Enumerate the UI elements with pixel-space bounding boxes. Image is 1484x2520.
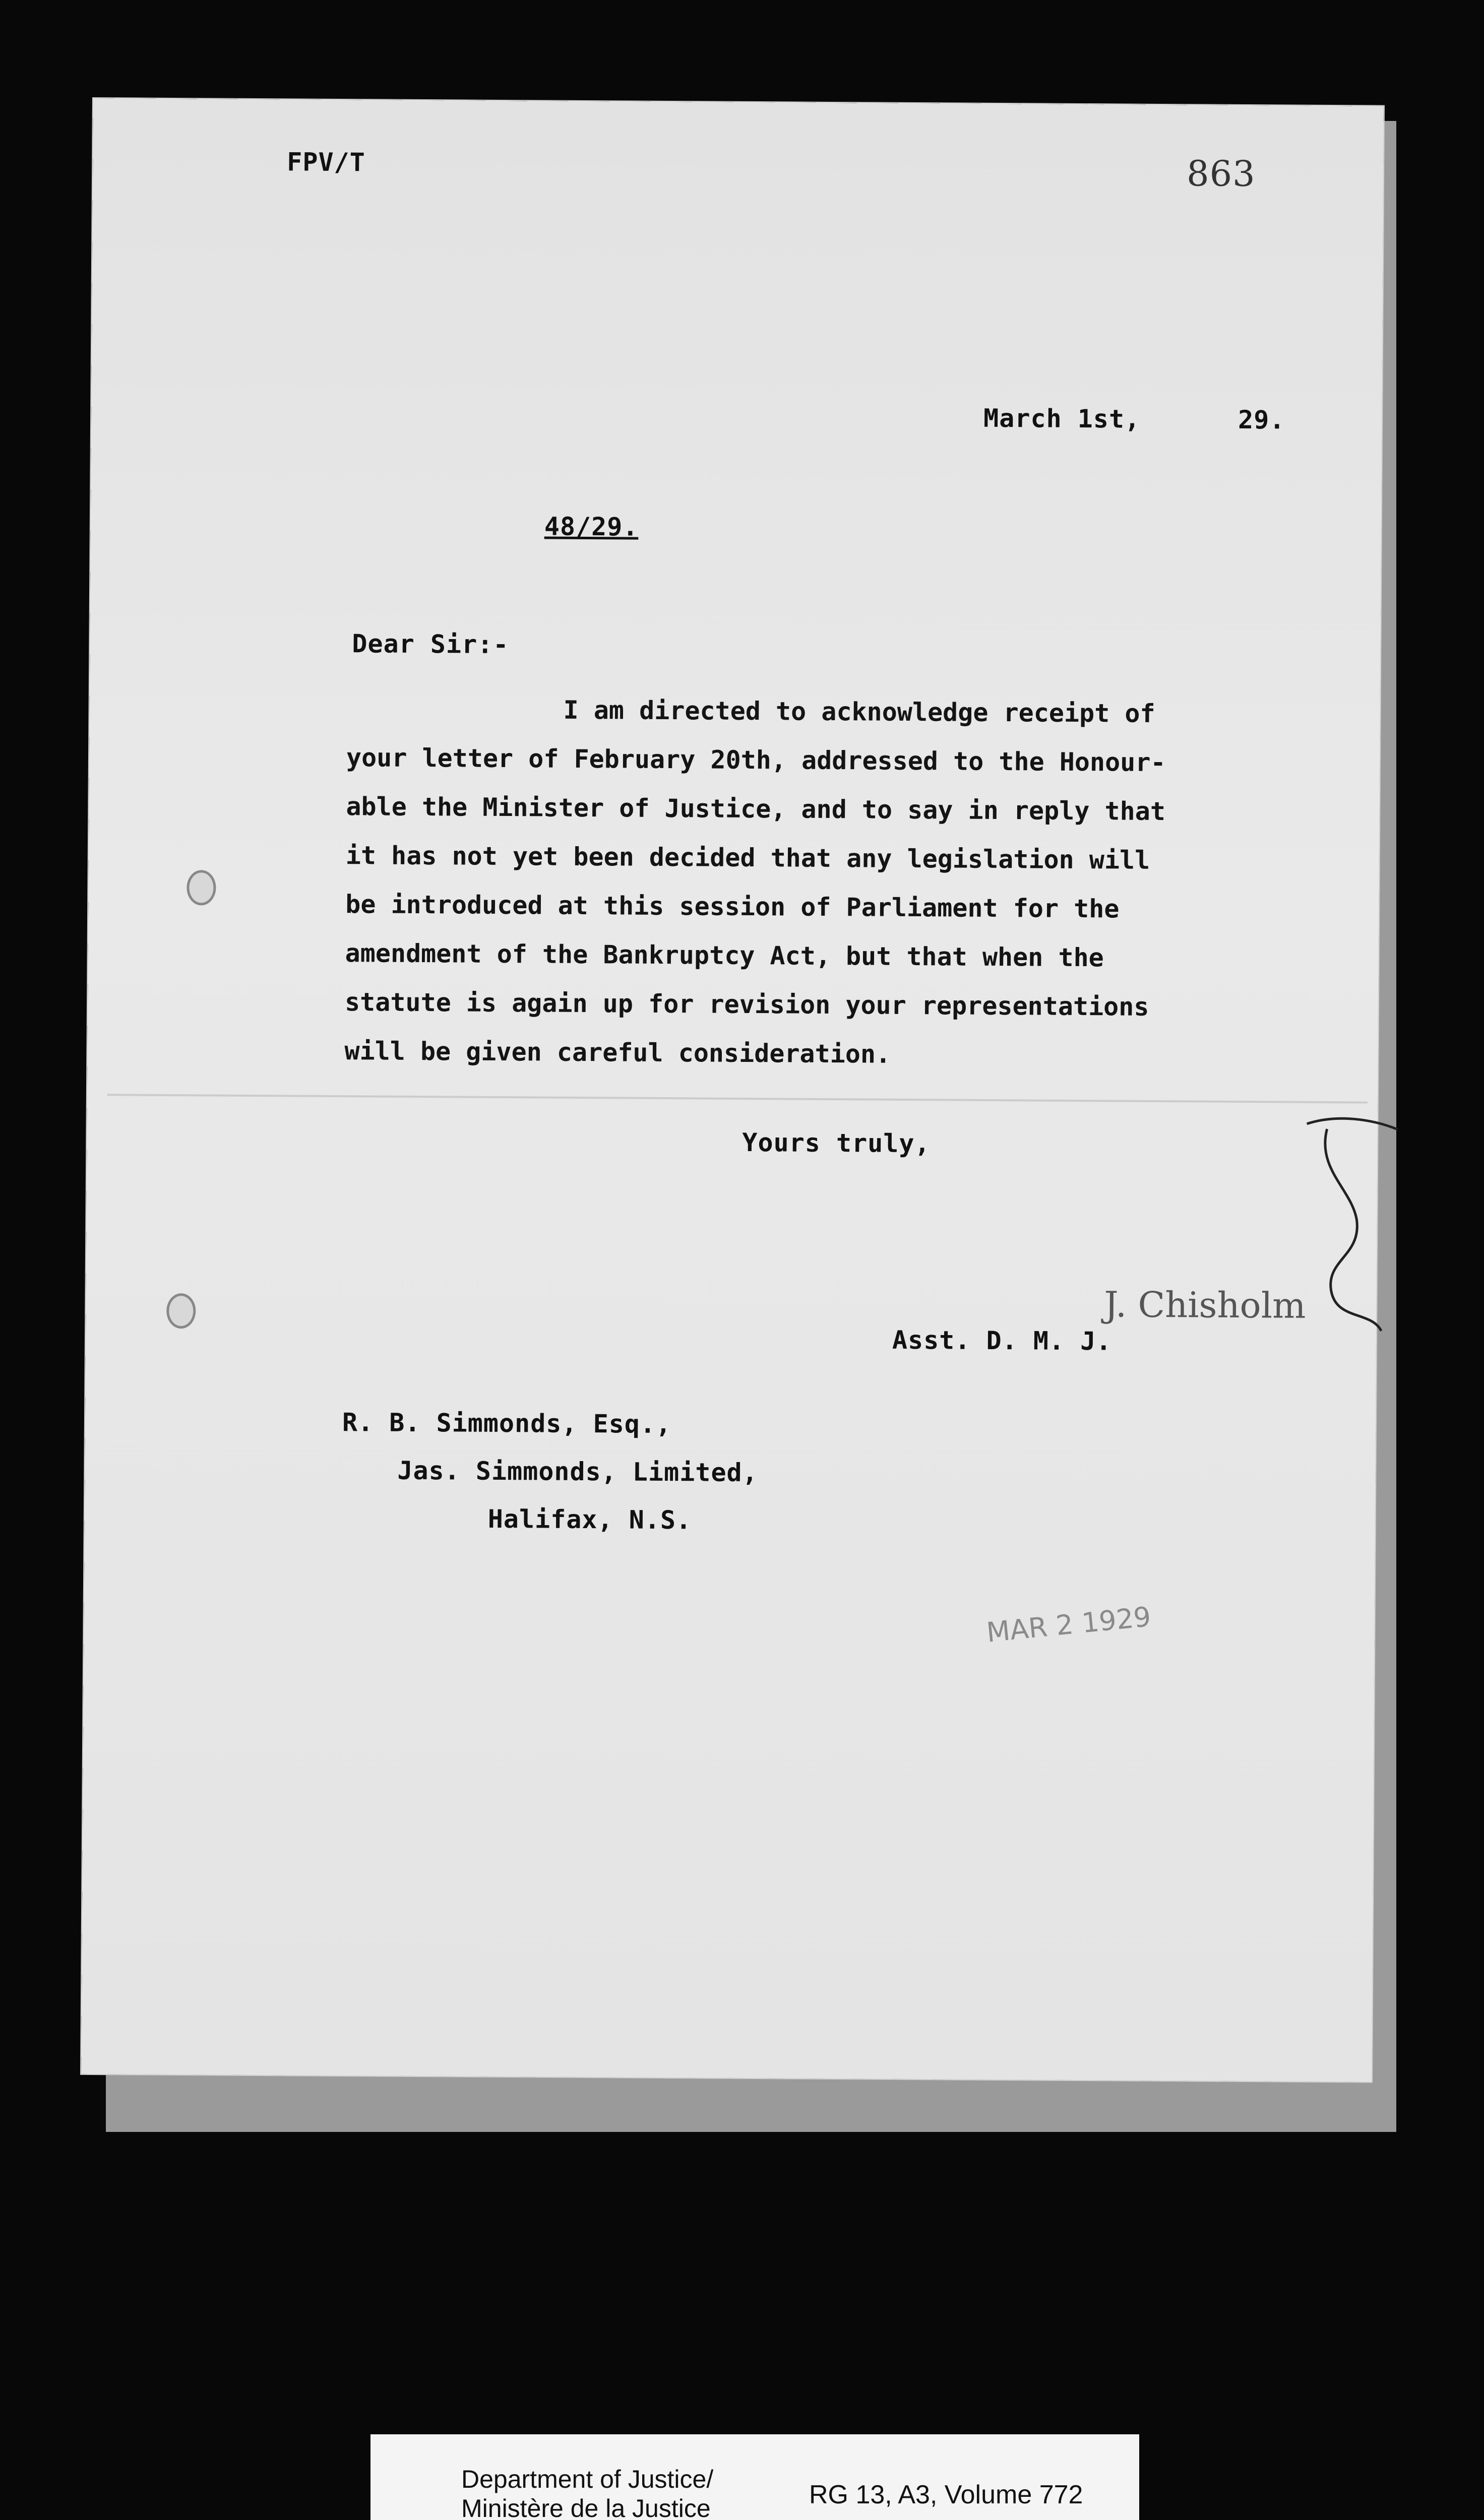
letter-date: March 1st, — [983, 403, 1141, 434]
address-line: Jas. Simmonds, Limited, — [397, 1456, 758, 1488]
signature-title: Asst. D. M. J. — [892, 1325, 1112, 1356]
body-line: be introduced at this session of Parliament for the — [345, 890, 1120, 924]
punch-hole — [166, 1293, 196, 1329]
body-line: able the Minister of Justice, and to say in reply that — [346, 792, 1166, 827]
department-line: Department of Justice/ — [461, 2465, 714, 2493]
page-number: 863 — [1186, 153, 1256, 195]
volume-reference: RG 13, A3, Volume 772 — [809, 2480, 1083, 2509]
signature-stamp: J. Chisholm — [1104, 1284, 1306, 1327]
department-line: Ministère de la Justice — [461, 2494, 711, 2520]
file-number: 48/29. — [544, 512, 639, 542]
pen-mark — [1295, 1109, 1418, 1341]
punch-hole — [187, 870, 216, 905]
closing: Yours truly, — [742, 1127, 931, 1159]
reference-code: FPV/T — [287, 147, 365, 177]
letter-year: 29. — [1238, 405, 1285, 435]
body-line: it has not yet been decided that any legislation will — [345, 841, 1150, 875]
received-date-stamp: MAR 2 1929 — [985, 1600, 1153, 1649]
letter-sheet — [81, 98, 1384, 2082]
fold-line — [107, 1094, 1368, 1103]
body-line: your letter of February 20th, addressed to the Honour- — [346, 743, 1166, 778]
body-line: I am directed to acknowledge receipt of — [563, 695, 1155, 728]
address-line: Halifax, N.S. — [487, 1504, 692, 1535]
letter-body — [344, 684, 1279, 1081]
department-label — [370, 2434, 1139, 2520]
address-line: R. B. Simmonds, Esq., — [342, 1408, 672, 1439]
salutation: Dear Sir:- — [352, 629, 509, 660]
body-line: will be given careful consideration. — [344, 1036, 891, 1069]
department-name — [461, 2465, 713, 2520]
body-line: amendment of the Bankruptcy Act, but that when the — [345, 938, 1104, 973]
body-line: statute is again up for revision your representations — [344, 987, 1149, 1022]
